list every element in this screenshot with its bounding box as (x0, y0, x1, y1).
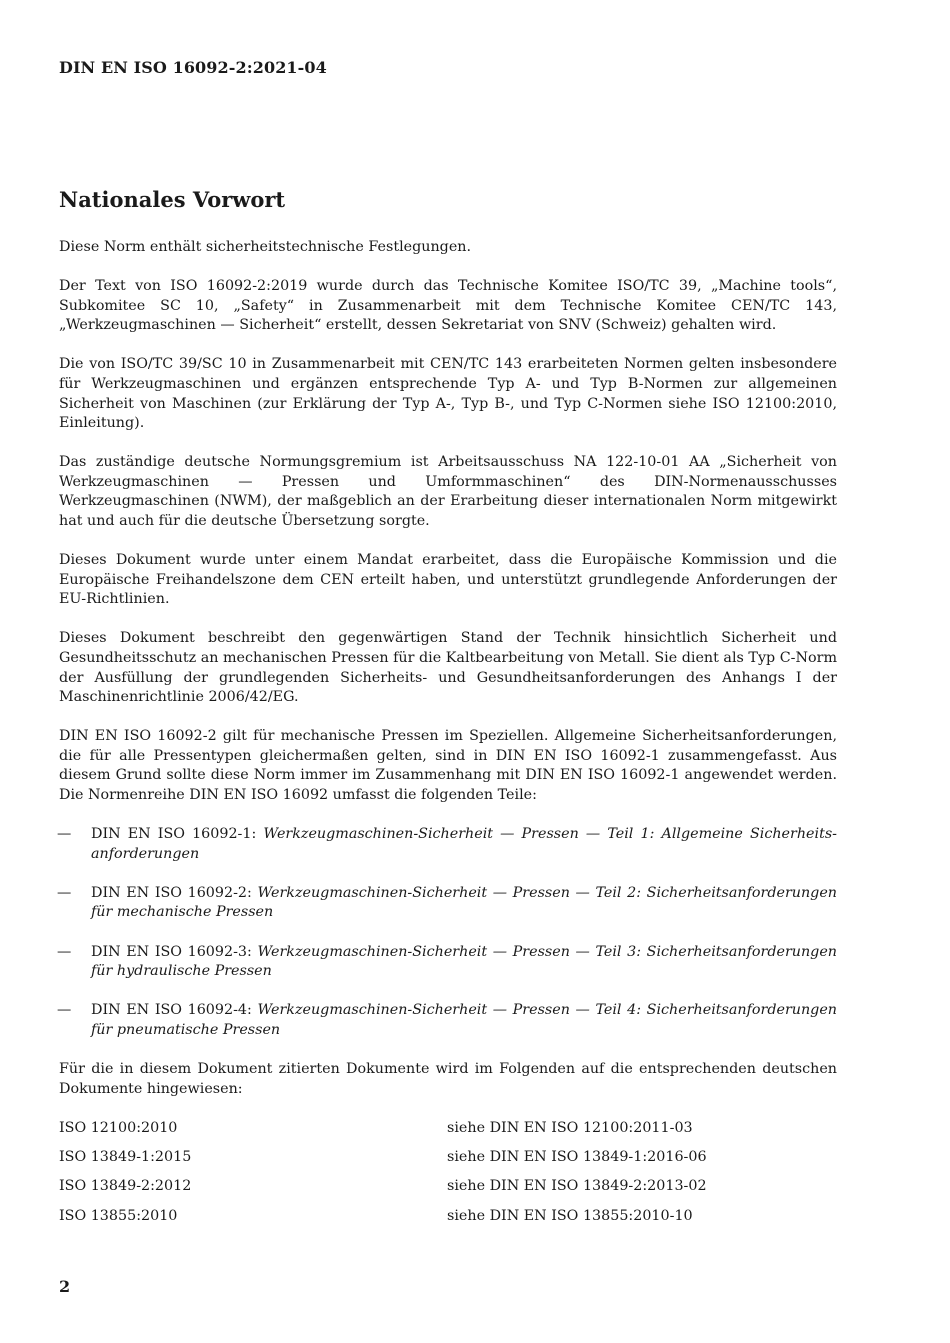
part-title: Werkzeugmaschinen-Sicherheit — Pressen — Teil 2: Sicherheitsanforderungen für mechanische Pressen (91, 884, 838, 921)
paragraph: Das zuständige deutsche Normungsgremium ist Arbeitsausschuss NA 122-10-01 AA „Sicherheit von Werkzeugmaschinen — Pressen und Umformmaschinen“ des DIN-Normenausschusses Werkzeugmaschinen (NWM), der maßgeblich an der Erarbeitung dieser internationalen Norm mitgewirkt hat und auch für die deutsche Übersetzung sorgte. (59, 454, 837, 530)
dash-bullet: — (57, 943, 72, 960)
references-intro: Für die in diesem Dokument zitierten Dokumente wird im Folgenden auf die entsprechenden deutschen Dokumente hingewiesen: (59, 1060, 837, 1097)
list-item (59, 884, 837, 923)
iso-reference: ISO 13855:2010 (59, 1207, 178, 1224)
part-title: Werkzeugmaschinen-Sicherheit — Pressen — Teil 1: Allgemeine Sicherheits-anforderungen (91, 826, 837, 862)
part-reference: DIN EN ISO 16092-1: (91, 826, 257, 843)
part-reference: DIN EN ISO 16092-4: (91, 1002, 252, 1019)
table-row (59, 1119, 837, 1148)
paragraph: Die von ISO/TC 39/SC 10 in Zusammenarbeit mit CEN/TC 143 erarbeiteten Normen gelten insbesondere für Werkzeugmaschinen und ergänzen entsprechende Typ A- und Typ B-Normen zur allgemeinen Sicherheit von Maschinen (zur Erklärung der Typ A-, Typ B-, und Typ C-Normen siehe ISO 12100:2010, Einleitung). (59, 356, 837, 432)
document-body (59, 238, 837, 1236)
dash-bullet: — (57, 826, 72, 843)
document-id-header: DIN EN ISO 16092-2:2021-04 (59, 58, 327, 77)
iso-reference: ISO 13849-1:2015 (59, 1148, 192, 1165)
dash-bullet: — (57, 1002, 72, 1019)
paragraph: Dieses Dokument wurde unter einem Mandat erarbeitet, dass die Europäische Kommission und die Europäische Freihandelszone dem CEN erteilt haben, und unterstützt grundlegende Anforderungen der EU-Richtlinien. (59, 552, 837, 608)
list-item (59, 1001, 837, 1040)
standard-parts-list (59, 825, 837, 1040)
iso-reference: ISO 12100:2010 (59, 1119, 178, 1136)
part-reference: DIN EN ISO 16092-3: (91, 943, 252, 960)
din-reference: siehe DIN EN ISO 13849-1:2016-06 (447, 1148, 707, 1165)
list-item (59, 825, 837, 864)
table-row (59, 1148, 837, 1177)
paragraph: Dieses Dokument beschreibt den gegenwärtigen Stand der Technik hinsichtlich Sicherheit und Gesundheitsschutz an mechanischen Pressen für die Kaltbearbeitung von Metall. Sie dient als Typ C-Norm der Ausfüllung der grundlegenden Sicherheits- und Gesundheitsanforderungen des Anhangs I der Maschinenrichtlinie 2006/42/EG. (59, 630, 837, 706)
reference-table (59, 1119, 837, 1237)
paragraph: Diese Norm enthält sicherheitstechnische Festlegungen. (59, 239, 472, 255)
table-row (59, 1177, 837, 1206)
table-row (59, 1207, 837, 1236)
paragraph: DIN EN ISO 16092-2 gilt für mechanische Pressen im Speziellen. Allgemeine Sicherheitsanforderungen, die für alle Pressentypen gleichermaßen gelten, sind in DIN EN ISO 16092-1 zusammengefasst. Aus diesem Grund sollte diese Norm immer im Zusammenhang mit DIN EN ISO 16092-1 angewendet werden. Die Normenreihe DIN EN ISO 16092 umfasst die folgenden Teile: (59, 728, 837, 804)
part-reference: DIN EN ISO 16092-2: (91, 884, 252, 901)
paragraph: Der Text von ISO 16092-2:2019 wurde durch das Technische Komitee ISO/TC 39, „Machine tools“, Subkomitee SC 10, „Safety“ in Zusammenarbeit mit dem Technische Komitee CEN/TC 143, „Werkzeugmaschinen — Sicherheit“ erstellt, dessen Sekretariat von SNV (Schweiz) gehalten wird. (59, 278, 837, 334)
din-reference: siehe DIN EN ISO 12100:2011-03 (447, 1119, 693, 1136)
din-reference: siehe DIN EN ISO 13849-2:2013-02 (447, 1178, 707, 1195)
part-title: Werkzeugmaschinen-Sicherheit — Pressen — Teil 3: Sicherheitsanforderungen für hydraulische Pressen (91, 943, 838, 980)
iso-reference: ISO 13849-2:2012 (59, 1178, 192, 1195)
list-item (59, 943, 837, 982)
part-title: Werkzeugmaschinen-Sicherheit — Pressen — Teil 4: Sicherheitsanforderungen für pneumatische Pressen (91, 1002, 838, 1038)
dash-bullet: — (57, 884, 72, 901)
section-title: Nationales Vorwort (59, 187, 286, 212)
din-reference: siehe DIN EN ISO 13855:2010-10 (447, 1207, 693, 1224)
page-number: 2 (59, 1277, 71, 1296)
